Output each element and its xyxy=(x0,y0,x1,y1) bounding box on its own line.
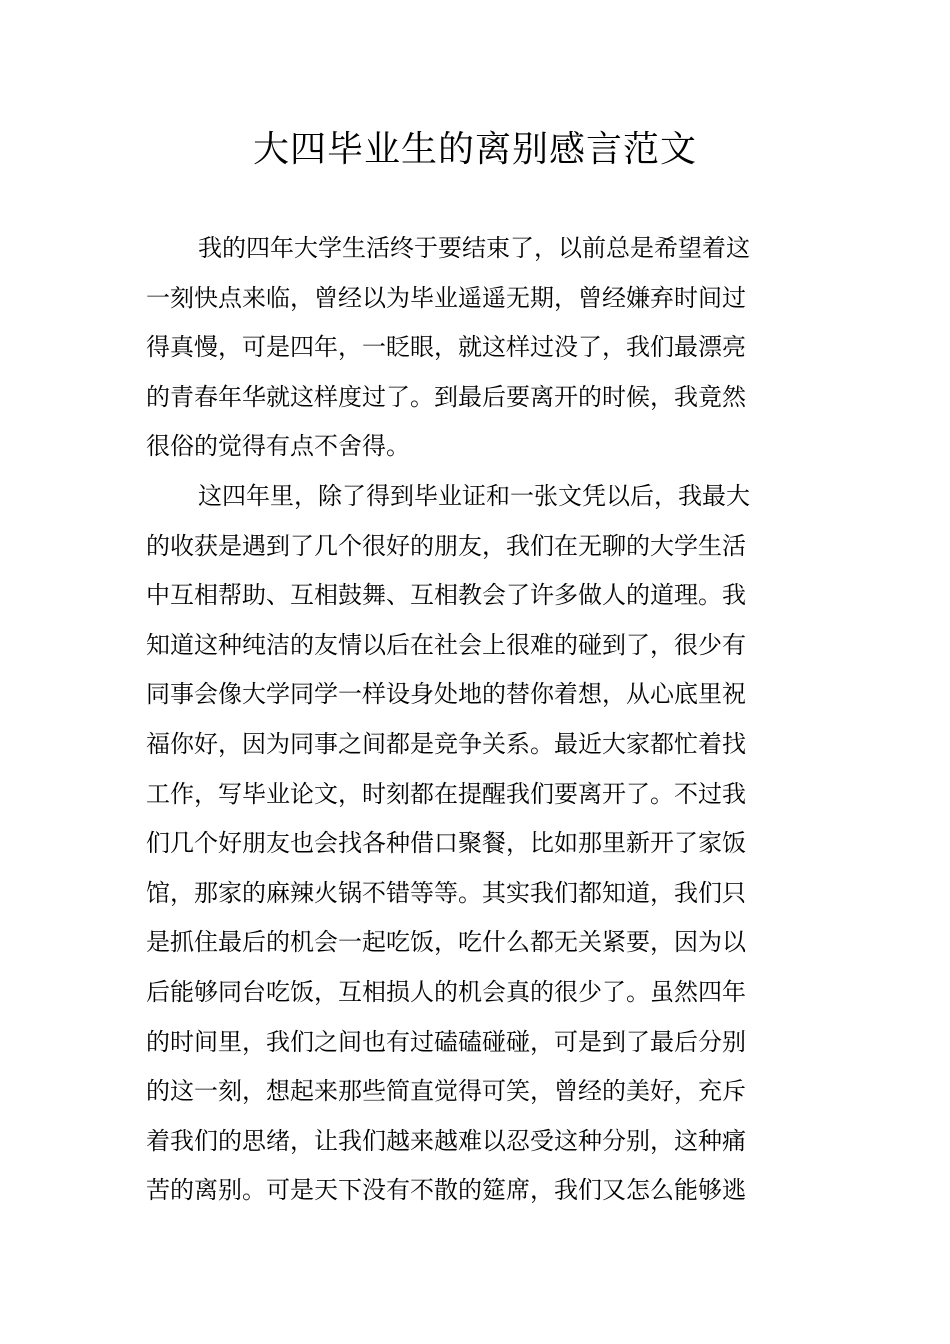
document-title: 大四毕业生的离别感言范文 xyxy=(252,129,697,170)
paragraph-2-line-12: 的时间里，我们之间也有过磕磕碰碰，可是到了最后分别 xyxy=(146,1027,746,1056)
paragraph-2-line-5: 同事会像大学同学一样设身处地的替你着想，从心底里祝 xyxy=(146,680,746,709)
paragraph-2-line-11: 后能够同台吃饭，互相损人的机会真的很少了。虽然四年 xyxy=(146,977,746,1006)
document-body xyxy=(146,228,806,1220)
paragraph-1-line-2: 一刻快点来临，曾经以为毕业遥遥无期，曾经嫌弃时间过 xyxy=(146,283,746,312)
paragraph-1-line-4: 的青春年华就这样度过了。到最后要离开的时候，我竟然 xyxy=(146,382,746,411)
paragraph-2-line-15: 苦的离别。可是天下没有不散的筵席，我们又怎么能够逃 xyxy=(146,1176,746,1205)
paragraph-1-line-1: 我的四年大学生活终于要结束了，以前总是希望着这 xyxy=(198,234,750,262)
paragraph-2-line-4: 知道这种纯洁的友情以后在社会上很难的碰到了，很少有 xyxy=(146,630,746,659)
paragraph-2-line-3: 中互相帮助、互相鼓舞、互相教会了许多做人的道理。我 xyxy=(146,581,746,610)
paragraph-2-line-9: 馆，那家的麻辣火锅不错等等。其实我们都知道，我们只 xyxy=(146,878,746,907)
paragraph-2-line-8: 们几个好朋友也会找各种借口聚餐，比如那里新开了家饭 xyxy=(146,829,746,858)
paragraph-2-line-13: 的这一刻，想起来那些简直觉得可笑，曾经的美好，充斥 xyxy=(146,1077,746,1106)
paragraph-2-line-7: 工作，写毕业论文，时刻都在提醒我们要离开了。不过我 xyxy=(146,779,746,808)
paragraph-2-line-1: 这四年里，除了得到毕业证和一张文凭以后，我最大 xyxy=(198,481,750,510)
paragraph-2-line-2: 的收获是遇到了几个很好的朋友，我们在无聊的大学生活 xyxy=(146,531,746,560)
paragraph-2-line-6: 福你好，因为同事之间都是竞争关系。最近大家都忙着找 xyxy=(146,729,746,758)
paragraph-1-line-3: 得真慢，可是四年，一眨眼，就这样过没了，我们最漂亮 xyxy=(146,333,746,362)
paragraph-1-line-5: 很俗的觉得有点不舍得。 xyxy=(146,432,410,461)
paragraph-2-line-10: 是抓住最后的机会一起吃饭，吃什么都无关紧要，因为以 xyxy=(146,928,746,957)
paragraph-2-line-14: 着我们的思绪，让我们越来越难以忍受这种分别，这种痛 xyxy=(146,1126,746,1155)
